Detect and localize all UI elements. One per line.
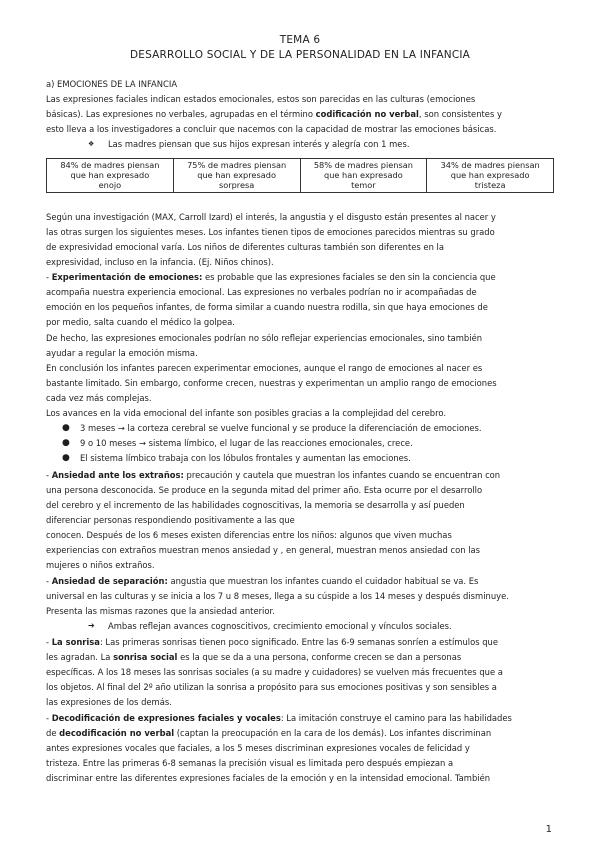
table-cell: 75% de madres piensan que han expresado sorpresa: [173, 159, 300, 193]
table-cell: 58% de madres piensan que han expresado temor: [300, 159, 427, 193]
paragraph-line: Presenta las mismas razones que la ansiedad anterior.: [46, 606, 275, 616]
paragraph-line: - Ansiedad ante los extraños: precaución y cautela que muestran los infantes cuando se encuentran con: [46, 470, 501, 480]
intro-line: Las expresiones faciales indican estados emocionales, estos son parecidas en las culturas (emociones: [46, 94, 476, 104]
paragraph-line: las otras surgen los siguientes meses. Los infantes tienen tipos de emociones parecidos mientras su grado: [46, 227, 495, 237]
term-bold: Ansiedad de separación:: [51, 576, 168, 586]
bullet-text: El sistema límbico trabaja con los lóbulos frontales y aumentan las emociones.: [80, 453, 411, 463]
paragraph-line: ayudar a regular la emoción misma.: [46, 348, 198, 358]
paragraph-line: las expresiones de los demás.: [46, 697, 172, 707]
bullet-text: Ambas reflejan avances cognoscitivos, crecimiento emocional y vínculos sociales.: [108, 621, 452, 631]
paragraph-line: expresividad, incluso en la infancia. (Ej. Niños chinos).: [46, 257, 274, 267]
paragraph-line: Según una investigación (MAX, Carroll Izard) el interés, la angustia y el disgusto están presentes al nacer y: [46, 212, 496, 222]
paragraph-line: conocen. Después de los 6 meses existen diferencias entre los niños: algunos que viven muchas: [46, 530, 452, 540]
arrow-bullet-icon: ➔: [88, 621, 95, 630]
paragraph-line: - Experimentación de emociones: es probable que las expresiones faciales se den sin la conciencia que: [46, 272, 496, 282]
paragraph-line: les agradan. La sonrisa social es la que se da a una persona, conforme crecen se dan a personas: [46, 652, 462, 662]
diamond-bullet-icon: ❖: [88, 140, 95, 148]
document-subtitle: DESARROLLO SOCIAL Y DE LA PERSONALIDAD EN LA INFANCIA: [129, 49, 471, 61]
paragraph-line: - Decodificación de expresiones faciales y vocales: La imitación construye el camino para las habilidades: [46, 713, 512, 723]
paragraph-line: una persona desconocida. Se produce en la segunda mitad del primer año. Esta ocurre por el desarrollo: [46, 485, 483, 495]
term-bold: Decodificación de expresiones faciales y vocales: [51, 713, 281, 723]
paragraph-line: diferenciar personas respondiendo positivamente a las que: [46, 515, 295, 525]
term-bold: Experimentación de emociones:: [51, 272, 203, 282]
term-bold: sonrisa social: [113, 652, 178, 662]
term-bold: codificación no verbal: [315, 109, 419, 119]
paragraph-line: De hecho, las expresiones emocionales podrían no sólo reflejar experiencias emocionales, sino también: [46, 333, 483, 343]
paragraph-line: - Ansiedad de separación: angustia que muestran los infantes cuando el cuidador habitual se va. Es: [46, 576, 479, 586]
paragraph-line: los objetos. Al final del 2º año utilizan la sonrisa a propósito para sus emociones positivas y son sensibles a: [46, 682, 497, 692]
paragraph-line: por medio, salta cuando el médico la golpea.: [46, 317, 235, 327]
paragraph-line: experiencias con extraños muestran menos ansiedad y , en general, muestran menos ansiedad con las: [46, 545, 481, 555]
bullet-text: Las madres piensan que sus hijos expresan interés y alegría con 1 mes.: [108, 139, 410, 149]
paragraph-line: del cerebro y el incremento de las habilidades cognoscitivas, la memoria se desarrolla y así pueden: [46, 500, 465, 510]
term-bold: La sonrisa: [51, 637, 100, 647]
section-heading: a) EMOCIONES DE LA INFANCIA: [46, 79, 178, 89]
paragraph-line: bastante limitado. Sin embargo, conforme crecen, nuestras y experimentan un amplio rango de emociones: [46, 378, 497, 388]
term-bold: decodificación no verbal: [59, 728, 175, 738]
paragraph-line: cada vez más complejas.: [46, 393, 152, 403]
intro-line: esto lleva a los investigadores a concluir que nacemos con la capacidad de mostrar las emociones básicas.: [46, 124, 497, 134]
term-bold: Ansiedad ante los extraños:: [51, 470, 184, 480]
paragraph-line: acompaña nuestra experiencia emocional. Las expresiones no verbales podrían no ir acompañadas de: [46, 287, 477, 297]
paragraph-line: universal en las culturas y se inicia a los 7 u 8 meses, llega a su cúspide a los 14 meses y después disminuye.: [46, 591, 509, 601]
dot-bullet-icon: ●: [62, 423, 70, 433]
bullet-text: 3 meses → la corteza cerebral se vuelve funcional y se produce la diferenciación de emociones.: [80, 423, 482, 433]
table-cell: 34% de madres piensan que han expresado tristeza: [427, 159, 554, 193]
paragraph-line: - La sonrisa: Las primeras sonrisas tienen poco significado. Entre las 6-9 semanas sonríen a estímulos que: [46, 637, 499, 647]
dot-bullet-icon: ●: [62, 453, 70, 463]
emotions-table: [46, 158, 554, 193]
dot-bullet-icon: ●: [62, 438, 70, 448]
document-title: TEMA 6: [279, 34, 321, 46]
table-cell: 84% de madres piensan que han expresado enojo: [47, 159, 174, 193]
paragraph-line: emoción en los pequeños infantes, de forma similar a cuando nuestra rodilla, sin que haya emociones de: [46, 302, 488, 312]
paragraph-line: tristeza. Entre las primeras 6-8 semanas la precisión visual es limitada pero después empiezan a: [46, 758, 454, 768]
paragraph-line: de decodificación no verbal (captan la preocupación en la cara de los demás). Los infantes discriminan: [46, 728, 492, 738]
paragraph-line: En conclusión los infantes parecen experimentar emociones, aunque el rango de emociones al nacer es: [46, 363, 483, 373]
paragraph-line: de expresividad emocional varía. Los niños de diferentes culturas también son diferentes en la: [46, 242, 445, 252]
page-number: 1: [545, 824, 552, 835]
bullet-text: 9 o 10 meses → sistema límbico, el lugar de las reacciones emocionales, crece.: [80, 438, 413, 448]
paragraph-line: mujeres o niños extraños.: [46, 560, 155, 570]
paragraph-line: discriminar entre las diferentes expresiones faciales de la emoción y en la intensidad emocional. También: [46, 773, 491, 783]
intro-line: básicas). Las expresiones no verbales, agrupadas en el término codificación no verbal, son consistentes y: [46, 109, 502, 119]
table-row: [47, 159, 554, 193]
paragraph-line: específicas. A los 18 meses las sonrisas sociales (a su madre y cuidadores) se vuelven más frecuentes que a: [46, 667, 503, 677]
paragraph-line: antes expresiones vocales que faciales, a los 5 meses discriminan expresiones vocales de felicidad y: [46, 743, 470, 753]
paragraph-line: Los avances en la vida emocional del infante son posibles gracias a la complejidad del cerebro.: [46, 408, 447, 418]
